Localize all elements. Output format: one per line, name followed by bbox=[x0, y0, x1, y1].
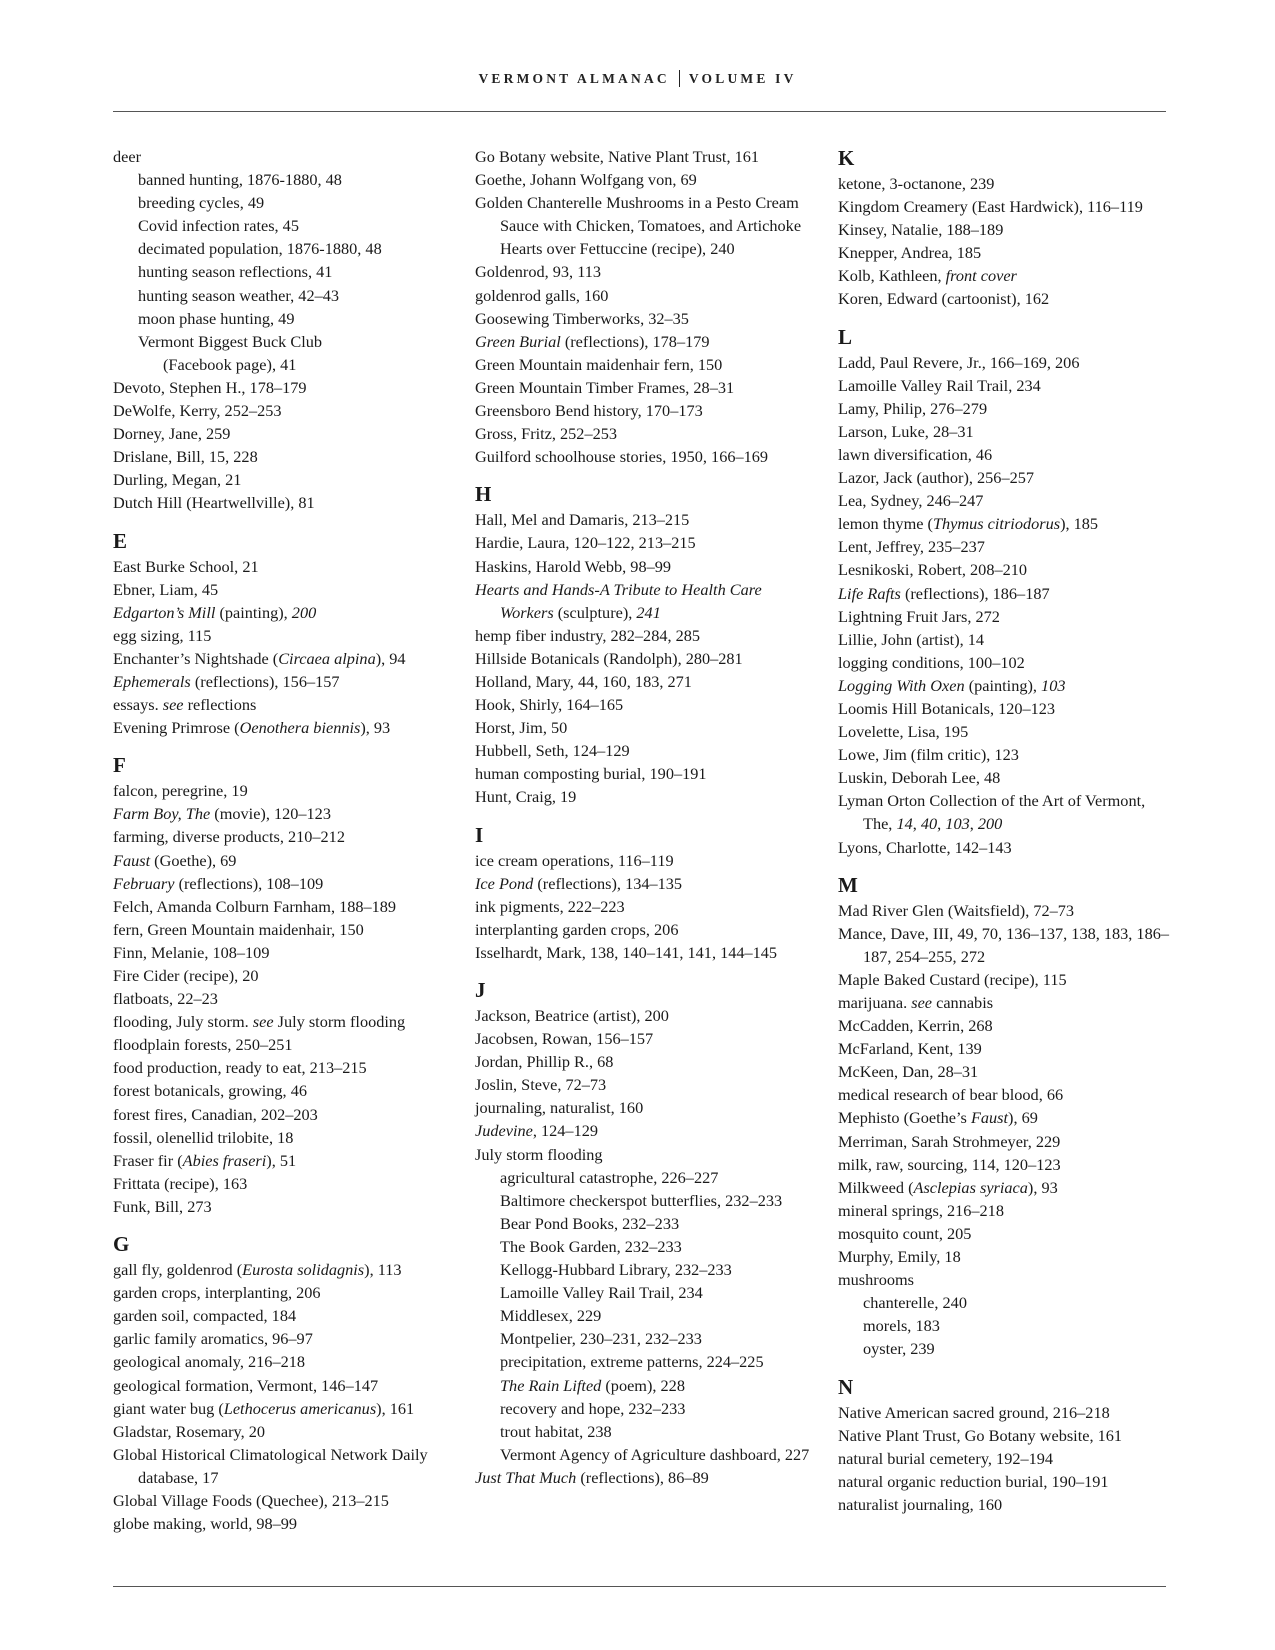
index-entry: Green Mountain Timber Frames, 28–31 bbox=[475, 377, 735, 397]
index-entry: flatboats, 22–23 bbox=[113, 989, 218, 1009]
index-entry: lawn diversification, 46 bbox=[838, 444, 993, 464]
index-entry: human composting burial, 190–191 bbox=[475, 764, 707, 784]
bottom-rule bbox=[113, 1586, 1166, 1587]
index-entry: gall fly, goldenrod (Eurosta solidagnis), 113 bbox=[113, 1260, 402, 1280]
index-entry: Fire Cider (recipe), 20 bbox=[113, 966, 259, 985]
index-subentry: hunting season reflections, 41 bbox=[138, 262, 333, 282]
letter-heading: L bbox=[838, 324, 853, 349]
index-entry: ice cream operations, 116–119 bbox=[475, 850, 674, 870]
index-entry: McFarland, Kent, 139 bbox=[838, 1039, 982, 1059]
index-entry: Kingdom Creamery (East Hardwick), 116–119 bbox=[838, 197, 1143, 217]
index-entry: marijuana. see cannabis bbox=[838, 993, 994, 1012]
index-entry: February (reflections), 108–109 bbox=[113, 873, 324, 893]
index-entry: Dutch Hill (Heartwellville), 81 bbox=[113, 493, 315, 513]
index-entry: July storm flooding bbox=[475, 1144, 603, 1164]
index-entry: food production, ready to eat, 213–215 bbox=[113, 1058, 367, 1078]
index-entry: garden soil, compacted, 184 bbox=[113, 1306, 297, 1326]
index-subentry: banned hunting, 1876-1880, 48 bbox=[138, 170, 342, 190]
index-entry: Lesnikoski, Robert, 208–210 bbox=[838, 560, 1028, 580]
letter-heading: E bbox=[113, 528, 128, 553]
index-entry: Lowe, Jim (film critic), 123 bbox=[838, 745, 1019, 765]
letter-heading: G bbox=[113, 1232, 130, 1257]
index-entry: Mance, Dave, III, 49, 70, 136–137, 138, 183, 186–187, 254–255, 272 bbox=[838, 923, 1169, 966]
letter-heading: H bbox=[475, 482, 492, 507]
index-entry: Lamy, Philip, 276–279 bbox=[838, 398, 988, 418]
index-entry: Fraser fir (Abies fraseri), 51 bbox=[113, 1150, 297, 1170]
index-entry: Ice Pond (reflections), 134–135 bbox=[475, 873, 683, 893]
letter-heading: M bbox=[838, 872, 858, 897]
index-entry: flooding, July storm. see July storm flooding bbox=[113, 1012, 406, 1032]
index-entry: geological formation, Vermont, 146–147 bbox=[113, 1375, 379, 1395]
index-subentry: recovery and hope, 232–233 bbox=[500, 1398, 686, 1418]
index-entry: Kolb, Kathleen, front cover bbox=[838, 266, 1017, 286]
running-header bbox=[0, 70, 1275, 87]
index-entry: lemon thyme (Thymus citriodorus), 185 bbox=[838, 514, 1099, 534]
index-entry: naturalist journaling, 160 bbox=[838, 1494, 1003, 1514]
index-entry: Enchanter’s Nightshade (Circaea alpina), 94 bbox=[113, 648, 406, 668]
index-subentry: Vermont Biggest Buck Club (Facebook page), 41 bbox=[138, 331, 323, 374]
index-entry: essays. see reflections bbox=[113, 695, 257, 715]
index-subentry: trout habitat, 238 bbox=[500, 1421, 612, 1441]
index-entry: Koren, Edward (cartoonist), 162 bbox=[838, 289, 1050, 309]
index-entry: Go Botany website, Native Plant Trust, 161 bbox=[475, 147, 760, 166]
top-rule bbox=[113, 111, 1166, 112]
index-column-1 bbox=[113, 145, 448, 1535]
index-entry: Jordan, Phillip R., 68 bbox=[475, 1052, 614, 1072]
index-entry: Judevine, 124–129 bbox=[475, 1121, 598, 1141]
index-subentry: Vermont Agency of Agriculture dashboard, 227 bbox=[500, 1444, 810, 1464]
index-subentry: Kellogg-Hubbard Library, 232–233 bbox=[500, 1260, 732, 1280]
index-subentry: The Rain Lifted (poem), 228 bbox=[500, 1375, 685, 1395]
index-entry: Merriman, Sarah Strohmeyer, 229 bbox=[838, 1131, 1061, 1151]
index-entry: East Burke School, 21 bbox=[113, 556, 259, 576]
index-entry: Green Burial (reflections), 178–179 bbox=[475, 331, 710, 351]
index-entry: McCadden, Kerrin, 268 bbox=[838, 1016, 993, 1036]
index-entry: Mephisto (Goethe’s Faust), 69 bbox=[838, 1108, 1038, 1128]
index-entry: floodplain forests, 250–251 bbox=[113, 1035, 293, 1055]
index-subentry: oyster, 239 bbox=[863, 1339, 935, 1359]
index-entry: geological anomaly, 216–218 bbox=[113, 1352, 306, 1372]
index-entry: McKeen, Dan, 28–31 bbox=[838, 1062, 979, 1082]
volume-label: VOLUME IV bbox=[688, 71, 797, 86]
index-entry: Holland, Mary, 44, 160, 183, 271 bbox=[475, 671, 692, 691]
index-entry: Hillside Botanicals (Randolph), 280–281 bbox=[475, 648, 743, 668]
index-entry: Jacobsen, Rowan, 156–157 bbox=[475, 1029, 654, 1049]
index-entry: Horst, Jim, 50 bbox=[475, 718, 568, 738]
index-subentry: Middlesex, 229 bbox=[500, 1306, 602, 1326]
index-entry: Lightning Fruit Jars, 272 bbox=[838, 606, 1000, 626]
letter-heading: N bbox=[838, 1374, 854, 1399]
index-entry: journaling, naturalist, 160 bbox=[475, 1098, 644, 1118]
index-entry: Frittata (recipe), 163 bbox=[113, 1173, 248, 1193]
index-entry: medical research of bear blood, 66 bbox=[838, 1085, 1064, 1105]
index-entry: Joslin, Steve, 72–73 bbox=[475, 1075, 607, 1095]
index-entry: Gross, Fritz, 252–253 bbox=[475, 424, 618, 444]
letter-heading: K bbox=[838, 146, 855, 170]
index-entry: mushrooms bbox=[838, 1270, 914, 1290]
index-entry: Finn, Melanie, 108–109 bbox=[113, 942, 270, 962]
index-entry: natural organic reduction burial, 190–191 bbox=[838, 1471, 1109, 1491]
index-entry: Larson, Luke, 28–31 bbox=[838, 421, 974, 441]
index-entry: ketone, 3-octanone, 239 bbox=[838, 174, 995, 193]
index-entry: Funk, Bill, 273 bbox=[113, 1196, 212, 1216]
index-subentry: Bear Pond Books, 232–233 bbox=[500, 1213, 680, 1233]
index-subentry: The Book Garden, 232–233 bbox=[500, 1236, 682, 1256]
index-entry: Durling, Megan, 21 bbox=[113, 470, 242, 490]
index-entry: Logging With Oxen (painting), 103 bbox=[838, 675, 1066, 695]
index-entry: Milkweed (Asclepias syriaca), 93 bbox=[838, 1177, 1058, 1197]
index-entry: Knepper, Andrea, 185 bbox=[838, 243, 982, 263]
index-entry: Native American sacred ground, 216–218 bbox=[838, 1402, 1110, 1422]
letter-heading: I bbox=[475, 822, 484, 847]
index-subentry: morels, 183 bbox=[863, 1316, 940, 1336]
index-entry: garlic family aromatics, 96–97 bbox=[113, 1329, 313, 1349]
index-subentry: Covid infection rates, 45 bbox=[138, 216, 299, 236]
index-entry: Loomis Hill Botanicals, 120–123 bbox=[838, 698, 1056, 718]
index-entry: Lea, Sydney, 246–247 bbox=[838, 491, 984, 511]
index-entry: Lazor, Jack (author), 256–257 bbox=[838, 468, 1035, 488]
index-entry: Haskins, Harold Webb, 98–99 bbox=[475, 556, 672, 576]
index-entry: Lent, Jeffrey, 235–237 bbox=[838, 537, 985, 557]
index-entry: Maple Baked Custard (recipe), 115 bbox=[838, 969, 1067, 989]
index-entry: Faust (Goethe), 69 bbox=[113, 850, 237, 870]
index-subentry: Montpelier, 230–231, 232–233 bbox=[500, 1329, 702, 1349]
index-entry: garden crops, interplanting, 206 bbox=[113, 1283, 321, 1303]
index-entry: goldenrod galls, 160 bbox=[475, 285, 609, 305]
index-entry: ink pigments, 222–223 bbox=[475, 896, 625, 916]
index-entry: Murphy, Emily, 18 bbox=[838, 1247, 961, 1267]
index-subentry: precipitation, extreme patterns, 224–225 bbox=[500, 1352, 764, 1372]
index-entry: Guilford schoolhouse stories, 1950, 166–169 bbox=[475, 447, 769, 467]
index-entry: fossil, olenellid trilobite, 18 bbox=[113, 1127, 294, 1147]
index-entry: Hall, Mel and Damaris, 213–215 bbox=[475, 510, 690, 530]
index-entry: farming, diverse products, 210–212 bbox=[113, 827, 345, 847]
index-entry: Ephemerals (reflections), 156–157 bbox=[113, 671, 340, 691]
index-entry: Evening Primrose (Oenothera biennis), 93 bbox=[113, 718, 391, 738]
index-entry: Hunt, Craig, 19 bbox=[475, 787, 577, 807]
index-entry: globe making, world, 98–99 bbox=[113, 1514, 298, 1534]
index-entry: Global Village Foods (Quechee), 213–215 bbox=[113, 1490, 389, 1510]
book-title: VERMONT ALMANAC bbox=[478, 71, 670, 86]
index-entry: DeWolfe, Kerry, 252–253 bbox=[113, 401, 282, 421]
index-entry: mosquito count, 205 bbox=[838, 1223, 972, 1243]
index-entry: Mad River Glen (Waitsfield), 72–73 bbox=[838, 900, 1075, 920]
index-entry: Life Rafts (reflections), 186–187 bbox=[838, 583, 1050, 603]
index-entry: Lamoille Valley Rail Trail, 234 bbox=[838, 375, 1041, 395]
index-entry: Lyons, Charlotte, 142–143 bbox=[838, 837, 1012, 857]
index-subentry: breeding cycles, 49 bbox=[138, 193, 265, 213]
index-entry: Native Plant Trust, Go Botany website, 161 bbox=[838, 1425, 1123, 1445]
index-entry: Jackson, Beatrice (artist), 200 bbox=[475, 1006, 669, 1025]
index-entry: Lovelette, Lisa, 195 bbox=[838, 722, 969, 742]
index-entry: falcon, peregrine, 19 bbox=[113, 781, 248, 801]
index-column-3 bbox=[838, 145, 1178, 1516]
index-entry: Golden Chanterelle Mushrooms in a Pesto Cream Sauce with Chicken, Tomatoes, and Artichoke Hearts over Fettuccine (recipe), 240 bbox=[475, 193, 802, 259]
index-entry: fern, Green Mountain maidenhair, 150 bbox=[113, 919, 364, 939]
index-subentry: moon phase hunting, 49 bbox=[138, 308, 295, 328]
index-subentry: hunting season weather, 42–43 bbox=[138, 285, 340, 305]
index-entry: Luskin, Deborah Lee, 48 bbox=[838, 768, 1001, 788]
index-entry: deer bbox=[113, 147, 142, 166]
index-entry: Ladd, Paul Revere, Jr., 166–169, 206 bbox=[838, 352, 1080, 372]
index-entry: Drislane, Bill, 15, 228 bbox=[113, 447, 258, 467]
index-entry: Edgarton’s Mill (painting), 200 bbox=[113, 602, 317, 622]
index-entry: Greensboro Bend history, 170–173 bbox=[475, 401, 703, 421]
index-entry: natural burial cemetery, 192–194 bbox=[838, 1448, 1054, 1468]
letter-heading: J bbox=[475, 978, 486, 1002]
index-entry: Kinsey, Natalie, 188–189 bbox=[838, 220, 1004, 240]
index-entry: Lyman Orton Collection of the Art of Vermont, The, 14, 40, 103, 200 bbox=[838, 791, 1146, 834]
index-entry: Green Mountain maidenhair fern, 150 bbox=[475, 354, 723, 374]
index-entry: Hubbell, Seth, 124–129 bbox=[475, 741, 630, 761]
index-subentry: Baltimore checkerspot butterflies, 232–233 bbox=[500, 1190, 783, 1210]
index-entry: Just That Much (reflections), 86–89 bbox=[475, 1467, 709, 1487]
index-entry: Global Historical Climatological Network Daily database, 17 bbox=[113, 1444, 428, 1487]
index-entry: Gladstar, Rosemary, 20 bbox=[113, 1421, 266, 1441]
index-column-2 bbox=[475, 145, 810, 1489]
index-subentry: agricultural catastrophe, 226–227 bbox=[500, 1167, 719, 1187]
letter-heading: F bbox=[113, 753, 126, 778]
index-entry: Hook, Shirly, 164–165 bbox=[475, 695, 624, 715]
index-entry: Lillie, John (artist), 14 bbox=[838, 629, 985, 649]
index-subentry: decimated population, 1876-1880, 48 bbox=[138, 239, 382, 259]
index-entry: Goethe, Johann Wolfgang von, 69 bbox=[475, 170, 697, 190]
index-entry: Goldenrod, 93, 113 bbox=[475, 262, 602, 282]
index-entry: forest fires, Canadian, 202–203 bbox=[113, 1104, 318, 1124]
index-entry: forest botanicals, growing, 46 bbox=[113, 1081, 307, 1101]
index-entry: Farm Boy, The (movie), 120–123 bbox=[113, 804, 331, 824]
index-subentry: chanterelle, 240 bbox=[863, 1293, 967, 1313]
index-entry: Ebner, Liam, 45 bbox=[113, 579, 219, 599]
index-entry: hemp fiber industry, 282–284, 285 bbox=[475, 625, 701, 645]
index-entry: Devoto, Stephen H., 178–179 bbox=[113, 377, 307, 397]
index-entry: giant water bug (Lethocerus americanus), 161 bbox=[113, 1398, 415, 1418]
index-entry: logging conditions, 100–102 bbox=[838, 652, 1025, 672]
index-entry: Felch, Amanda Colburn Farnham, 188–189 bbox=[113, 896, 397, 916]
index-entry: egg sizing, 115 bbox=[113, 625, 212, 645]
index-entry: Isselhardt, Mark, 138, 140–141, 141, 144–145 bbox=[475, 942, 778, 962]
index-entry: Hearts and Hands-A Tribute to Health Care Workers (sculpture), 241 bbox=[475, 579, 762, 622]
index-entry: mineral springs, 216–218 bbox=[838, 1200, 1004, 1220]
index-entry: milk, raw, sourcing, 114, 120–123 bbox=[838, 1154, 1061, 1174]
index-entry: Hardie, Laura, 120–122, 213–215 bbox=[475, 533, 696, 553]
index-subentry: Lamoille Valley Rail Trail, 234 bbox=[500, 1283, 703, 1303]
index-entry: Dorney, Jane, 259 bbox=[113, 424, 231, 444]
index-entry: Goosewing Timberworks, 32–35 bbox=[475, 308, 689, 328]
header-divider bbox=[679, 70, 680, 87]
index-entry: interplanting garden crops, 206 bbox=[475, 919, 679, 939]
